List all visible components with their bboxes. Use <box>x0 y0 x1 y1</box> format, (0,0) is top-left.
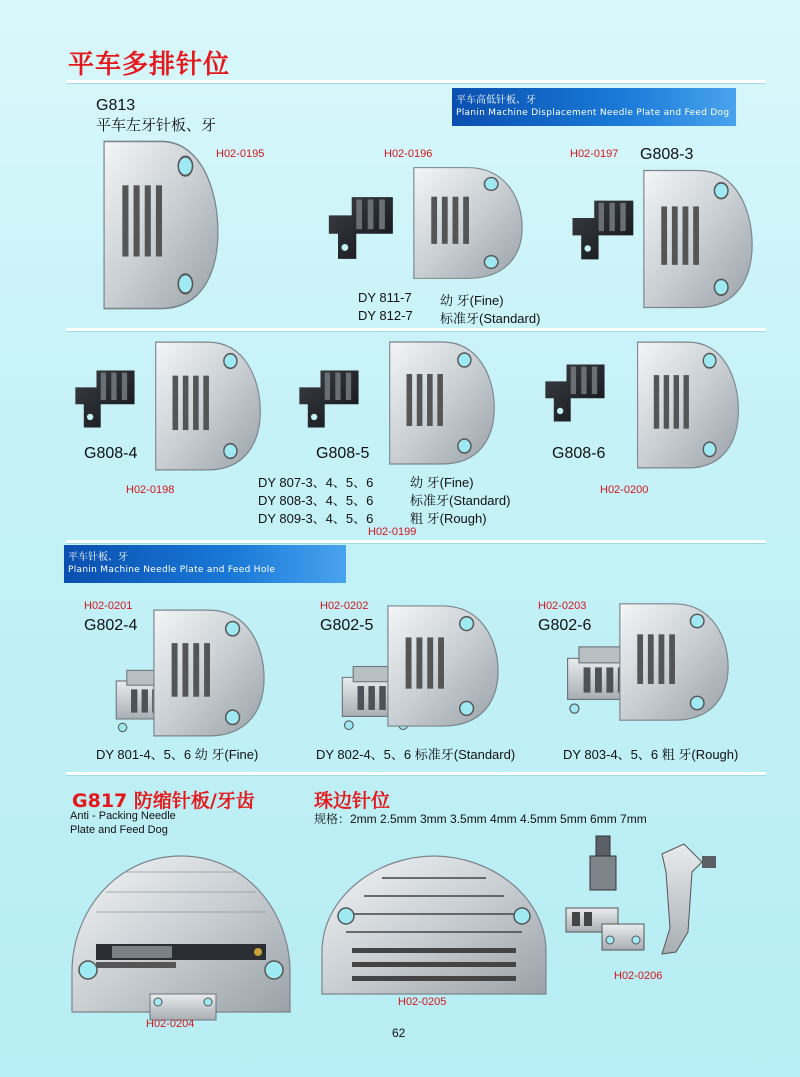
bead-spec: 规格：2mm 2.5mm 3mm 3.5mm 4mm 4.5mm 5mm 6mm 7mm <box>314 812 647 826</box>
divider <box>66 328 766 331</box>
g808-4-feed-dog <box>68 362 144 436</box>
g802-4-model: G802-4 <box>84 617 138 634</box>
g808-3-model: G808-3 <box>640 146 694 163</box>
g802-6-needle-plate <box>616 600 732 724</box>
dy811-needle-plate <box>410 164 526 282</box>
section-band-displacement <box>452 88 736 126</box>
code-0202: H02-0202 <box>320 600 369 612</box>
dy807-desc: 幼 牙(Fine) <box>410 475 474 490</box>
g808-3-needle-plate <box>640 166 756 312</box>
g808-5-feed-dog <box>288 362 372 436</box>
dy812-desc: 标准牙(Standard) <box>440 311 541 326</box>
code-0200: H02-0200 <box>600 484 649 496</box>
divider <box>66 540 766 543</box>
g813-desc: 平车左牙针板、牙 <box>96 117 217 134</box>
g802-6-desc: DY 803-4、5、6 粗 牙(Rough) <box>563 747 739 762</box>
dy808-model: DY 808-3、4、5、6 <box>258 493 374 508</box>
g802-6-model: G802-6 <box>538 617 592 634</box>
dy809-model: DY 809-3、4、5、6 <box>258 511 374 526</box>
g817-en-line1: Anti - Packing Needle <box>70 810 176 822</box>
g808-3-feed-dog <box>566 190 642 270</box>
code-0201: H02-0201 <box>84 600 133 612</box>
code-0198: H02-0198 <box>126 484 175 496</box>
dy811-desc: 幼 牙(Fine) <box>440 293 504 308</box>
g808-4-needle-plate <box>152 338 264 474</box>
g802-5-model: G802-5 <box>320 617 374 634</box>
code-0197: H02-0197 <box>570 148 619 160</box>
dy807-model: DY 807-3、4、5、6 <box>258 475 374 490</box>
g808-5-model: G808-5 <box>316 445 370 462</box>
divider <box>66 772 766 775</box>
g813-needle-plate <box>100 136 222 314</box>
band-en: Planin Machine Needle Plate and Feed Hole <box>68 565 276 575</box>
code-0204: H02-0204 <box>146 1018 195 1030</box>
g817-title: G817 防缩针板/牙齿 <box>72 790 255 812</box>
g808-5-needle-plate <box>386 338 498 468</box>
bead-needle-plate <box>318 852 550 998</box>
bead-title: 珠边针位 <box>314 790 391 812</box>
code-0206: H02-0206 <box>614 970 663 982</box>
code-0205: H02-0205 <box>398 996 447 1008</box>
g817-en-line2: Plate and Feed Dog <box>70 824 168 836</box>
g817-anti-packing-plate <box>66 852 296 1022</box>
divider <box>66 80 766 83</box>
bead-presser-feet <box>562 832 730 962</box>
g802-5-needle-plate <box>384 602 502 730</box>
code-0196: H02-0196 <box>384 148 433 160</box>
g808-6-feed-dog <box>528 356 624 430</box>
band-cn: 平车高低针板、牙 <box>456 95 536 106</box>
dy809-desc: 粗 牙(Rough) <box>410 511 487 526</box>
section-band-standard <box>64 545 346 583</box>
code-0199: H02-0199 <box>368 526 417 538</box>
band-cn: 平车针板、牙 <box>68 552 128 563</box>
page-number: 62 <box>392 1026 406 1040</box>
dy812-model: DY 812-7 <box>358 308 413 323</box>
band-en: Planin Machine Displacement Needle Plate and Feed Dog <box>456 108 730 118</box>
g802-5-desc: DY 802-4、5、6 标准牙(Standard) <box>316 747 516 762</box>
page-title: 平车多排针位 <box>68 50 231 80</box>
g808-6-model: G808-6 <box>552 445 606 462</box>
g808-4-model: G808-4 <box>84 445 138 462</box>
g802-4-needle-plate <box>150 606 268 740</box>
dy811-model: DY 811-7 <box>358 290 412 305</box>
dy811-feed-dog <box>322 186 402 270</box>
g813-model: G813 <box>96 97 136 114</box>
g808-6-needle-plate <box>634 338 742 472</box>
g802-4-desc: DY 801-4、5、6 幼 牙(Fine) <box>96 747 259 762</box>
dy808-desc: 标准牙(Standard) <box>410 493 511 508</box>
g813-code: H02-0195 <box>216 148 265 160</box>
code-0203: H02-0203 <box>538 600 587 612</box>
